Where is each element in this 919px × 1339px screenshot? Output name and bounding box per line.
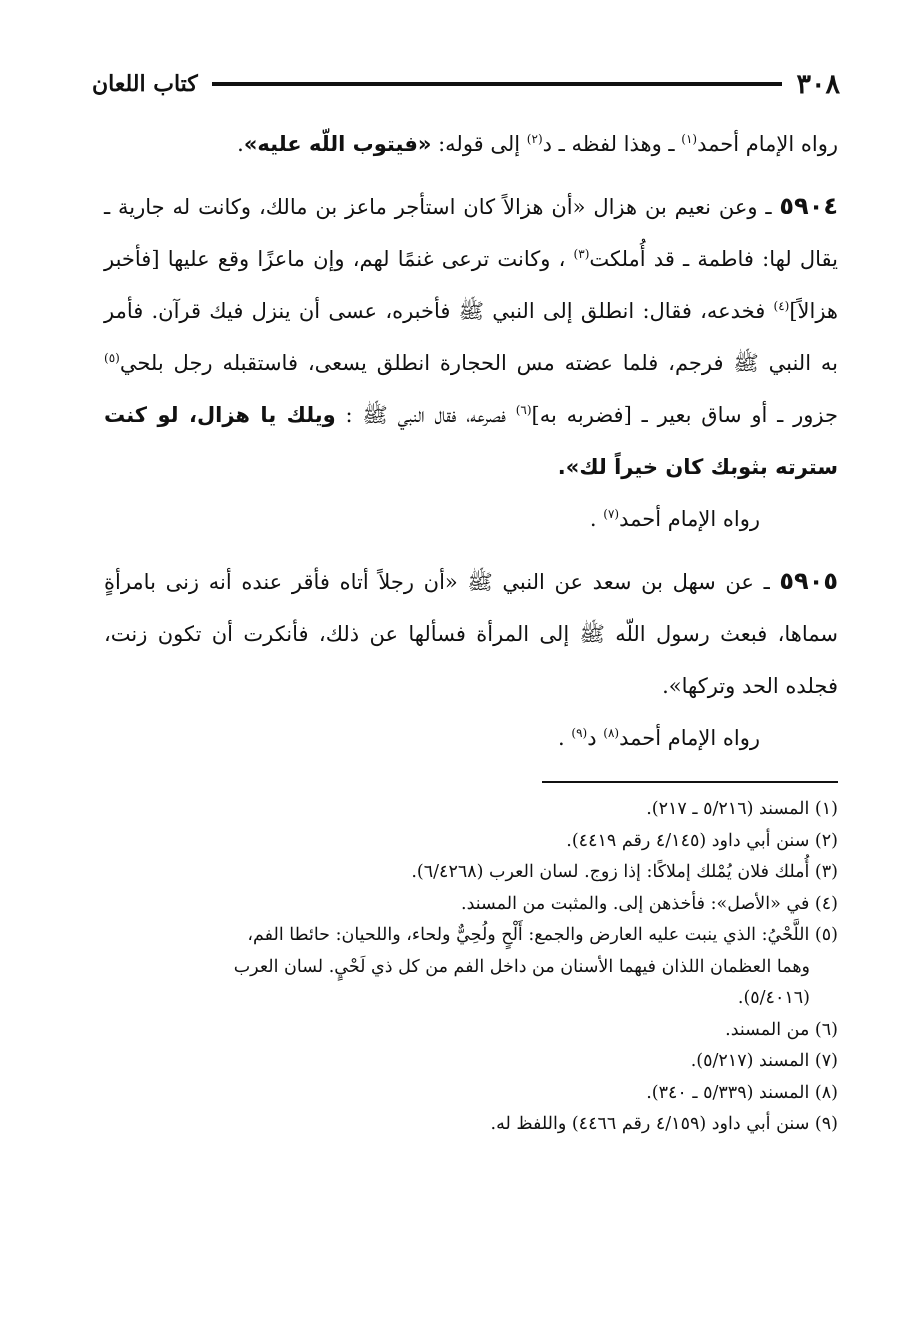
intro-text: إلى قوله: [431, 132, 527, 156]
source-text: د [587, 726, 604, 750]
main-text [104, 118, 838, 764]
hadith-text: ـ عن سهل بن سعد عن النبي ﷺ «أن رجلاً أتاه فأقر عنده أنه زنى بامرأةٍ سماها، فبعث رسول اللّه ﷺ إلى المرأة فسألها عن ذلك، فأنكرت أن تكون زنت، فجلده الحد وتركها». [104, 570, 838, 698]
footnote-ref: (١) [681, 132, 698, 146]
footnote-8: (٨) المسند (٥/٣٣٩ ـ ٣٤٠). [646, 1082, 838, 1103]
footnote-1: (١) المسند (٥/٢١٦ ـ ٢١٧). [646, 799, 838, 819]
footnote-6: (٦) من المسند. [725, 1019, 838, 1040]
source-text: رواه الإمام أحمد [619, 726, 760, 750]
source-end: . [558, 726, 572, 750]
footnote-ref: (٩) [571, 726, 588, 740]
header-rule [212, 82, 783, 86]
source-end: . [589, 507, 604, 531]
footnote-3: (٣) أُملك فلان يُمْلك إملاكًا: إذا زوج. لسان العرب (٦/٤٢٦٨). [411, 862, 838, 882]
footnote-9: (٩) سنن أبي داود (٤/١٥٩ رقم ٤٤٦٦) واللفظ له. [490, 1114, 838, 1134]
footnote-ref: (٨) [603, 726, 620, 740]
hadith-5905-source [104, 712, 838, 764]
footnote-ref: (٧) [603, 507, 620, 521]
footnote-5-continued: وهما العظمان اللذان فيهما الأسنان من داخل الفم من كل ذي لَحْيٍ. لسان العرب [233, 956, 810, 977]
hadith-5904 [104, 180, 838, 493]
intro-end: . [237, 132, 244, 156]
source-text: رواه الإمام أحمد [619, 507, 760, 531]
footnote-ref: (٣) [573, 247, 590, 261]
hadith-number: ٥٩٠٥ [779, 567, 838, 595]
intro-text: رواه الإمام أحمد [697, 132, 838, 156]
hadith-text: ـ وعن نعيم بن هزال «أن هزالاً كان استأجر ماعز بن مالك، وكانت له جارية ـ يقال لها: فاطمة ـ قد أُملكت [104, 195, 838, 271]
book-title: كتاب اللعان [92, 71, 198, 97]
footnotes [104, 794, 838, 1141]
hadith-5905 [104, 555, 838, 712]
footnote-ref: (٦) [515, 403, 532, 417]
page-number: ٣٠٨ [796, 68, 840, 100]
intro-text: ـ وهذا لفظه ـ د [542, 132, 682, 156]
footnote-ref: (٤) [773, 299, 790, 313]
footnote-5-continued: (٥/٤٠١٦). [737, 988, 810, 1008]
intro-quote: «فيتوب اللّه عليه» [243, 132, 432, 156]
footnote-2: (٢) سنن أبي داود (٤/١٤٥ رقم ٤٤١٩). [566, 830, 838, 851]
footnote-4: (٤) في «الأصل»: فأخذهن إلى. والمثبت من المسند. [461, 893, 838, 914]
footnote-7: (٧) المسند (٥/٢١٧). [690, 1051, 838, 1071]
hadith-number: ٥٩٠٤ [779, 192, 838, 220]
hadith-text: جزور ـ أو ساق بعير ـ [فضربه به] [531, 403, 838, 427]
footnote-separator [542, 781, 838, 783]
hadith-text: فصرعه، فقال النبي ﷺ : [335, 403, 516, 427]
hadith-text: ، وكانت ترعى غنمًا لهم، وإن ماعزًا وقع عليها [فأخبر هزالاً] [104, 247, 838, 323]
footnote-5: (٥) اللَّحْيُ: الذي ينبت عليه العارض والجمع: أَلْحٍ ولُحِيٌّ ولحاء، واللحيان: حائطا الفم، [247, 925, 838, 945]
hadith-text: فخدعه، فقال: انطلق إلى النبي ﷺ فأخبره، عسى أن ينزل فيك قرآن. فأمر به النبي ﷺ فرجم، فلما عضته مس الحجارة انطلق يسعى، فاستقبله رجل بلحي [104, 299, 838, 375]
footnote-ref: (٥) [104, 351, 120, 365]
hadith-5904-source [104, 493, 838, 545]
footnote-ref: (٢) [526, 132, 543, 146]
page-header [92, 58, 840, 110]
hadith-quote: ويلك يا هزال، لو كنت سترته بثوبك كان خيراً لك». [104, 403, 838, 479]
intro-paragraph [104, 118, 838, 170]
